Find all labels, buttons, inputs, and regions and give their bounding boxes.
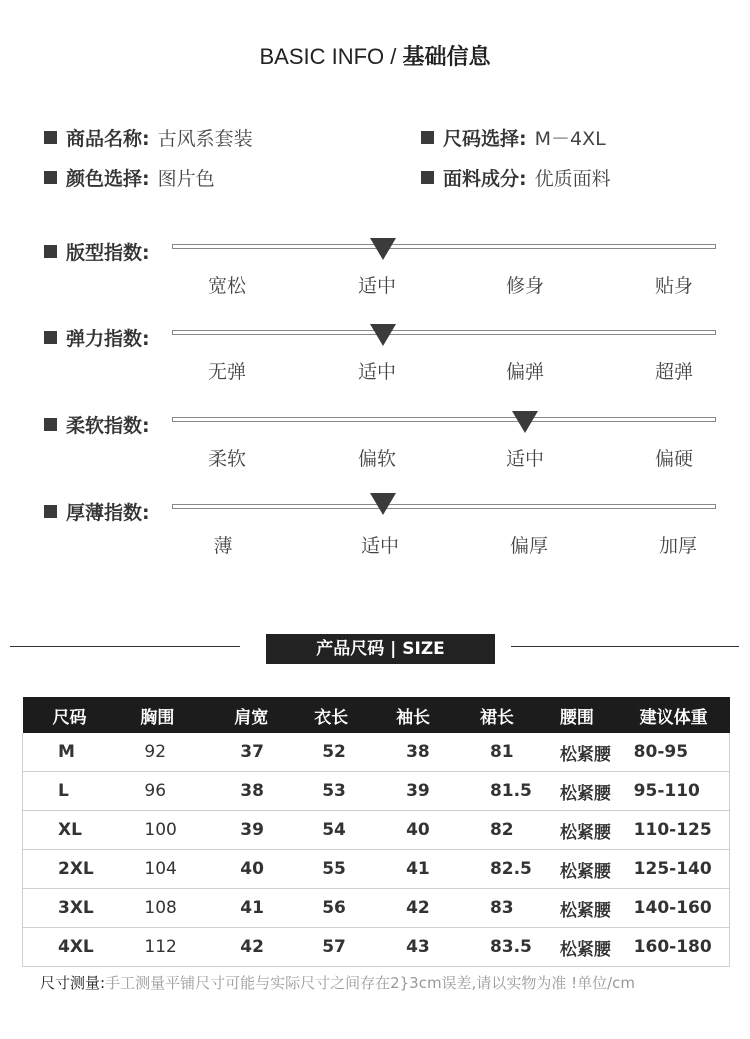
info-value: M－4XL bbox=[534, 128, 606, 150]
divider-right bbox=[511, 646, 739, 647]
divider-left bbox=[10, 646, 240, 647]
table-cell: 2XL bbox=[23, 850, 113, 889]
info-label: 颜色选择: bbox=[66, 168, 150, 190]
scale-marker-icon bbox=[370, 493, 396, 515]
info-value: 优质面料 bbox=[534, 168, 611, 190]
scale-option: 偏软 bbox=[357, 448, 397, 470]
table-cell: 125-140 bbox=[632, 850, 730, 889]
table-cell: 41 bbox=[374, 850, 458, 889]
table-cell: 57 bbox=[290, 928, 374, 967]
table-cell: 42 bbox=[374, 889, 458, 928]
scale-marker-icon bbox=[370, 238, 396, 260]
scale-option: 偏弹 bbox=[505, 361, 545, 383]
scale-option: 偏厚 bbox=[509, 535, 549, 557]
bullet-square-icon bbox=[44, 505, 57, 518]
title-chinese: 基础信息 bbox=[402, 45, 491, 70]
table-cell: 松紧腰 bbox=[540, 811, 632, 850]
column-header: 尺码 bbox=[23, 697, 113, 733]
table-row bbox=[23, 889, 730, 928]
measurement-note bbox=[40, 972, 635, 993]
scale-option: 适中 bbox=[357, 275, 397, 297]
scale-marker-icon bbox=[512, 411, 538, 433]
table-cell: 55 bbox=[290, 850, 374, 889]
scale-marker-icon bbox=[370, 324, 396, 346]
column-header: 腰围 bbox=[540, 697, 632, 733]
bullet-square-icon bbox=[44, 331, 57, 344]
table-cell: 38 bbox=[206, 772, 290, 811]
scale-option: 贴身 bbox=[654, 275, 694, 297]
scale-track bbox=[172, 244, 716, 249]
column-header: 建议体重 bbox=[632, 697, 730, 733]
table-cell: 松紧腰 bbox=[540, 733, 632, 772]
column-header: 胸围 bbox=[112, 697, 206, 733]
table-cell: 松紧腰 bbox=[540, 889, 632, 928]
scale-label: 弹力指数: bbox=[44, 324, 150, 351]
table-cell: 4XL bbox=[23, 928, 113, 967]
table-cell: 41 bbox=[206, 889, 290, 928]
table-cell: L bbox=[23, 772, 113, 811]
table-cell: 81.5 bbox=[458, 772, 540, 811]
table-cell: 54 bbox=[290, 811, 374, 850]
scale-track bbox=[172, 417, 716, 422]
scale-label: 柔软指数: bbox=[44, 411, 150, 438]
measurement-note-label: 尺寸测量: bbox=[40, 974, 106, 992]
table-row bbox=[23, 772, 730, 811]
scale-option: 超弹 bbox=[654, 361, 694, 383]
bullet-square-icon bbox=[44, 171, 57, 184]
table-cell: 92 bbox=[112, 733, 206, 772]
bullet-square-icon bbox=[44, 245, 57, 258]
size-table bbox=[22, 697, 730, 967]
info-label: 尺码选择: bbox=[443, 128, 527, 150]
table-cell: 43 bbox=[374, 928, 458, 967]
table-cell: 37 bbox=[206, 733, 290, 772]
title-english: BASIC INFO / bbox=[259, 44, 403, 69]
scale-option: 修身 bbox=[505, 275, 545, 297]
column-header: 肩宽 bbox=[206, 697, 290, 733]
table-cell: 3XL bbox=[23, 889, 113, 928]
table-cell: 39 bbox=[206, 811, 290, 850]
info-label: 商品名称: bbox=[66, 128, 150, 150]
table-row bbox=[23, 850, 730, 889]
table-cell: 40 bbox=[206, 850, 290, 889]
column-header: 袖长 bbox=[374, 697, 458, 733]
table-cell: 42 bbox=[206, 928, 290, 967]
column-header: 衣长 bbox=[290, 697, 374, 733]
scale-label: 版型指数: bbox=[44, 238, 150, 265]
table-cell: 53 bbox=[290, 772, 374, 811]
scale-option: 宽松 bbox=[207, 275, 247, 297]
table-cell: 83.5 bbox=[458, 928, 540, 967]
table-cell: 140-160 bbox=[632, 889, 730, 928]
table-cell: 100 bbox=[112, 811, 206, 850]
table-cell: 160-180 bbox=[632, 928, 730, 967]
table-cell: 52 bbox=[290, 733, 374, 772]
size-banner: 产品尺码 | SIZE bbox=[266, 634, 495, 664]
scale-option: 柔软 bbox=[207, 448, 247, 470]
table-cell: 39 bbox=[374, 772, 458, 811]
table-cell: 56 bbox=[290, 889, 374, 928]
table-cell: 112 bbox=[112, 928, 206, 967]
table-header-row bbox=[23, 697, 730, 733]
table-cell: 82.5 bbox=[458, 850, 540, 889]
scale-label: 厚薄指数: bbox=[44, 498, 150, 525]
bullet-square-icon bbox=[44, 131, 57, 144]
table-cell: 83 bbox=[458, 889, 540, 928]
info-label: 面料成分: bbox=[443, 168, 527, 190]
scale-fit bbox=[0, 238, 750, 318]
table-cell: XL bbox=[23, 811, 113, 850]
table-cell: 108 bbox=[112, 889, 206, 928]
bullet-square-icon bbox=[421, 131, 434, 144]
scale-track bbox=[172, 330, 716, 335]
scale-thickness bbox=[0, 498, 750, 578]
scale-softness bbox=[0, 411, 750, 491]
info-fabric bbox=[421, 164, 611, 191]
scale-option: 偏硬 bbox=[654, 448, 694, 470]
bullet-square-icon bbox=[44, 418, 57, 431]
table-cell: 81 bbox=[458, 733, 540, 772]
table-row bbox=[23, 733, 730, 772]
scale-option: 适中 bbox=[505, 448, 545, 470]
table-cell: 110-125 bbox=[632, 811, 730, 850]
info-size-select bbox=[421, 124, 606, 151]
bullet-square-icon bbox=[421, 171, 434, 184]
info-color-select bbox=[44, 164, 215, 191]
table-row bbox=[23, 811, 730, 850]
info-value: 图片色 bbox=[157, 168, 215, 190]
table-cell: 95-110 bbox=[632, 772, 730, 811]
table-cell: 40 bbox=[374, 811, 458, 850]
info-product-name bbox=[44, 124, 253, 151]
scale-option: 薄 bbox=[213, 535, 233, 557]
table-cell: 松紧腰 bbox=[540, 850, 632, 889]
scale-option: 适中 bbox=[360, 535, 400, 557]
measurement-note-text: 手工测量平铺尺寸可能与实际尺寸之间存在2}3cm误差,请以实物为准 !单位/cm bbox=[105, 974, 636, 992]
table-cell: 80-95 bbox=[632, 733, 730, 772]
table-cell: M bbox=[23, 733, 113, 772]
page-title bbox=[0, 40, 750, 71]
table-cell: 104 bbox=[112, 850, 206, 889]
column-header: 裙长 bbox=[458, 697, 540, 733]
scale-option: 无弹 bbox=[207, 361, 247, 383]
table-cell: 96 bbox=[112, 772, 206, 811]
scale-elasticity bbox=[0, 324, 750, 404]
table-cell: 38 bbox=[374, 733, 458, 772]
table-row bbox=[23, 928, 730, 967]
table-cell: 松紧腰 bbox=[540, 772, 632, 811]
scale-option: 加厚 bbox=[658, 535, 698, 557]
scale-track bbox=[172, 504, 716, 509]
table-cell: 松紧腰 bbox=[540, 928, 632, 967]
table-cell: 82 bbox=[458, 811, 540, 850]
info-value: 古风系套装 bbox=[157, 128, 253, 150]
scale-option: 适中 bbox=[357, 361, 397, 383]
